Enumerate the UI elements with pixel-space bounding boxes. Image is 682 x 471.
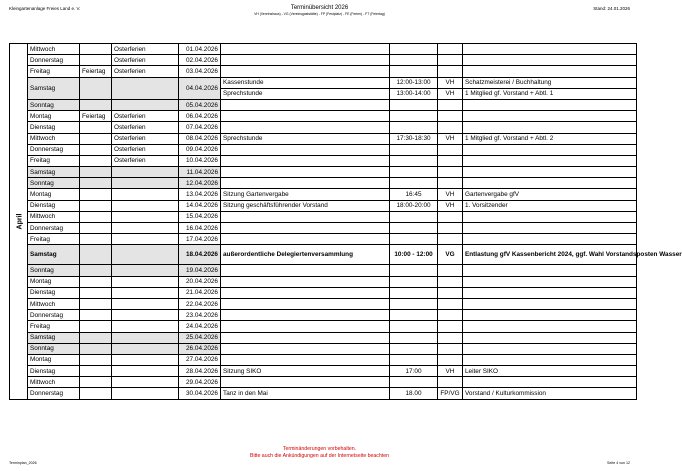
holiday-cell: Feiertag	[80, 111, 112, 122]
event-time-cell	[390, 354, 438, 365]
ferien-cell	[112, 321, 179, 332]
header-center	[0, 5, 639, 16]
event-title-cell	[221, 99, 390, 110]
event-title-cell	[221, 354, 390, 365]
date-cell: 26.04.2026	[179, 343, 221, 354]
weekday-cell: Mittwoch	[28, 44, 80, 55]
event-info-cell	[463, 343, 637, 354]
footer-line-2: Bitte auch die Ankündigungen auf der Internetseite beachten	[249, 453, 389, 459]
event-time-cell	[390, 321, 438, 332]
event-title-cell	[221, 44, 390, 55]
table-row	[10, 223, 637, 234]
holiday-cell	[80, 377, 112, 388]
event-place-cell	[438, 99, 463, 110]
event-info-cell: 1. Vorsitzender	[463, 200, 637, 211]
weekday-cell: Sonntag	[28, 178, 80, 189]
event-time-cell	[390, 178, 438, 189]
table-row	[10, 44, 637, 55]
event-place-cell	[438, 111, 463, 122]
holiday-cell	[80, 354, 112, 365]
event-info-cell: Entlastung gfV Kassenbericht 2024, ggf. Wahl Vorstandsposten Wasser	[463, 245, 637, 265]
event-title-cell	[221, 298, 390, 309]
event-info-cell: 1 Mitglied gf. Vorstand + Abtl. 2	[463, 133, 637, 144]
event-time-cell	[390, 155, 438, 166]
event-title-cell	[221, 332, 390, 343]
weekday-cell: Samstag	[28, 77, 80, 99]
date-cell: 03.04.2026	[179, 66, 221, 77]
holiday-cell	[80, 55, 112, 66]
ferien-cell	[112, 265, 179, 276]
weekday-cell: Dienstag	[28, 122, 80, 133]
holiday-cell	[80, 343, 112, 354]
event-title-cell	[221, 167, 390, 178]
event-time-cell	[390, 276, 438, 287]
event-place-cell	[438, 298, 463, 309]
ferien-cell	[112, 167, 179, 178]
event-time-cell	[390, 343, 438, 354]
event-place-cell	[438, 234, 463, 245]
event-place-cell: VH	[438, 88, 463, 99]
date-cell: 19.04.2026	[179, 265, 221, 276]
table-row	[10, 211, 637, 222]
event-title-cell	[221, 111, 390, 122]
weekday-cell: Montag	[28, 354, 80, 365]
weekday-cell: Donnerstag	[28, 55, 80, 66]
weekday-cell: Donnerstag	[28, 310, 80, 321]
ferien-cell	[112, 276, 179, 287]
table-row	[10, 178, 637, 189]
event-info-cell	[463, 287, 637, 298]
holiday-cell	[80, 287, 112, 298]
ferien-cell	[112, 310, 179, 321]
event-time-cell	[390, 144, 438, 155]
event-time-cell	[390, 265, 438, 276]
holiday-cell	[80, 211, 112, 222]
event-time-cell: 13:00-14:00	[390, 88, 438, 99]
table-row	[10, 66, 637, 77]
event-time-cell	[390, 211, 438, 222]
ferien-cell: Osterferien	[112, 111, 179, 122]
table-row	[10, 133, 637, 144]
event-time-cell	[390, 99, 438, 110]
ferien-cell: Osterferien	[112, 122, 179, 133]
weekday-cell: Sonntag	[28, 99, 80, 110]
date-cell: 18.04.2026	[179, 245, 221, 265]
table-row	[10, 310, 637, 321]
date-cell: 07.04.2026	[179, 122, 221, 133]
event-place-cell	[438, 310, 463, 321]
ferien-cell	[112, 366, 179, 377]
date-cell: 24.04.2026	[179, 321, 221, 332]
event-info-cell	[463, 144, 637, 155]
event-title-cell	[221, 287, 390, 298]
event-info-cell	[463, 66, 637, 77]
ferien-cell: Osterferien	[112, 133, 179, 144]
ferien-cell	[112, 189, 179, 200]
holiday-cell	[80, 189, 112, 200]
event-place-cell	[438, 321, 463, 332]
ferien-cell	[112, 77, 179, 99]
event-place-cell	[438, 265, 463, 276]
ferien-cell	[112, 200, 179, 211]
table-row	[10, 343, 637, 354]
weekday-cell: Samstag	[28, 167, 80, 178]
ferien-cell: Osterferien	[112, 155, 179, 166]
holiday-cell	[80, 366, 112, 377]
event-time-cell	[390, 55, 438, 66]
event-time-cell: 10:00 - 12:00	[390, 245, 438, 265]
date-cell: 25.04.2026	[179, 332, 221, 343]
event-title-cell: Sitzung SIKO	[221, 366, 390, 377]
event-time-cell	[390, 298, 438, 309]
event-time-cell: 12:00-13:00	[390, 77, 438, 88]
event-title-cell	[221, 377, 390, 388]
event-title-cell	[221, 321, 390, 332]
event-info-cell	[463, 377, 637, 388]
event-info-cell	[463, 155, 637, 166]
event-info-cell	[463, 332, 637, 343]
ferien-cell: Osterferien	[112, 44, 179, 55]
date-cell: 30.04.2026	[179, 388, 221, 399]
event-info-cell	[463, 298, 637, 309]
date-cell: 11.04.2026	[179, 167, 221, 178]
event-time-cell: 18:00-20:00	[390, 200, 438, 211]
event-info-cell: Schatzmeisterei / Buchhaltung	[463, 77, 637, 88]
holiday-cell	[80, 77, 112, 99]
event-place-cell	[438, 354, 463, 365]
date-cell: 15.04.2026	[179, 211, 221, 222]
event-info-cell: Gartenvergabe gfV	[463, 189, 637, 200]
event-place-cell	[438, 66, 463, 77]
event-time-cell	[390, 66, 438, 77]
weekday-cell: Samstag	[28, 245, 80, 265]
table-row	[10, 144, 637, 155]
ferien-cell	[112, 211, 179, 222]
event-info-cell	[463, 111, 637, 122]
ferien-cell	[112, 298, 179, 309]
date-cell: 10.04.2026	[179, 155, 221, 166]
table-row	[10, 287, 637, 298]
date-cell: 21.04.2026	[179, 287, 221, 298]
weekday-cell: Freitag	[28, 321, 80, 332]
ferien-cell	[112, 332, 179, 343]
holiday-cell	[80, 388, 112, 399]
event-place-cell: VH	[438, 77, 463, 88]
event-title-cell	[221, 66, 390, 77]
schedule-table	[9, 43, 682, 400]
weekday-cell: Dienstag	[28, 287, 80, 298]
event-place-cell	[438, 44, 463, 55]
ferien-cell: Osterferien	[112, 66, 179, 77]
date-cell: 09.04.2026	[179, 144, 221, 155]
event-info-cell	[463, 276, 637, 287]
ferien-cell	[112, 354, 179, 365]
event-info-cell: 1 Mitglied gf. Vorstand + Abtl. 1	[463, 88, 637, 99]
event-place-cell: FP/VG	[438, 388, 463, 399]
event-time-cell	[390, 122, 438, 133]
event-title-cell	[221, 343, 390, 354]
event-info-cell	[463, 223, 637, 234]
event-info-cell	[463, 167, 637, 178]
holiday-cell	[80, 223, 112, 234]
holiday-cell	[80, 310, 112, 321]
ferien-cell: Osterferien	[112, 55, 179, 66]
date-cell: 29.04.2026	[179, 377, 221, 388]
event-title-cell	[221, 122, 390, 133]
ferien-cell	[112, 388, 179, 399]
date-cell: 13.04.2026	[179, 189, 221, 200]
event-time-cell	[390, 111, 438, 122]
event-info-cell	[463, 122, 637, 133]
event-place-cell	[438, 144, 463, 155]
event-title-cell: Sprechstunde	[221, 88, 390, 99]
event-place-cell	[438, 223, 463, 234]
event-place-cell: VH	[438, 200, 463, 211]
date-cell: 20.04.2026	[179, 276, 221, 287]
table-row	[10, 366, 637, 377]
event-title-cell	[221, 211, 390, 222]
holiday-cell	[80, 122, 112, 133]
event-time-cell: 17:30-18:30	[390, 133, 438, 144]
table-row	[10, 321, 637, 332]
event-title-cell	[221, 234, 390, 245]
event-title-cell	[221, 276, 390, 287]
footer-page-number: Seite 4 von 12	[607, 461, 630, 465]
weekday-cell: Montag	[28, 189, 80, 200]
event-time-cell	[390, 223, 438, 234]
header-club-name: Kleingartenanlage Freies Land e. V.	[9, 6, 81, 11]
holiday-cell	[80, 167, 112, 178]
event-title-cell	[221, 55, 390, 66]
event-info-cell: Leiter SIKO	[463, 366, 637, 377]
table-row	[10, 77, 637, 88]
event-place-cell	[438, 211, 463, 222]
event-info-cell	[463, 55, 637, 66]
weekday-cell: Donnerstag	[28, 223, 80, 234]
weekday-cell: Mittwoch	[28, 133, 80, 144]
footer-line-1: Terminänderungen vorbehalten.	[282, 446, 357, 452]
header-date: Stand: 24.01.2026	[593, 6, 630, 11]
event-place-cell	[438, 178, 463, 189]
event-title-cell: Sitzung Gartenvergabe	[221, 189, 390, 200]
event-time-cell: 18.00	[390, 388, 438, 399]
event-place-cell	[438, 332, 463, 343]
event-info-cell: Vorstand / Kulturkommission	[463, 388, 637, 399]
date-cell: 06.04.2026	[179, 111, 221, 122]
weekday-cell: Sonntag	[28, 265, 80, 276]
table-row	[10, 388, 637, 399]
table-row	[10, 122, 637, 133]
weekday-cell: Mittwoch	[28, 298, 80, 309]
event-title-cell	[221, 178, 390, 189]
event-title-cell	[221, 223, 390, 234]
event-info-cell	[463, 211, 637, 222]
weekday-cell: Mittwoch	[28, 211, 80, 222]
event-title-cell: Kassenstunde	[221, 77, 390, 88]
date-cell: 12.04.2026	[179, 178, 221, 189]
event-place-cell	[438, 122, 463, 133]
weekday-cell: Donnerstag	[28, 144, 80, 155]
weekday-cell: Donnerstag	[28, 388, 80, 399]
holiday-cell	[80, 155, 112, 166]
event-place-cell: VH	[438, 133, 463, 144]
date-cell: 23.04.2026	[179, 310, 221, 321]
event-place-cell: VH	[438, 189, 463, 200]
event-info-cell	[463, 44, 637, 55]
event-title-cell	[221, 155, 390, 166]
event-time-cell: 16:45	[390, 189, 438, 200]
holiday-cell: Feiertag	[80, 66, 112, 77]
month-label: April	[16, 213, 24, 230]
event-info-cell	[463, 99, 637, 110]
weekday-cell: Mittwoch	[28, 377, 80, 388]
event-time-cell	[390, 44, 438, 55]
ferien-cell	[112, 223, 179, 234]
month-cell	[10, 44, 28, 400]
table-row	[10, 332, 637, 343]
page-title: Terminübersicht 2026	[290, 5, 349, 11]
event-place-cell	[438, 155, 463, 166]
event-place-cell	[438, 276, 463, 287]
date-cell: 08.04.2026	[179, 133, 221, 144]
event-title-cell	[221, 144, 390, 155]
event-place-cell: VH	[438, 366, 463, 377]
ferien-cell: Osterferien	[112, 144, 179, 155]
table-row	[10, 200, 637, 211]
weekday-cell: Freitag	[28, 155, 80, 166]
event-time-cell	[390, 310, 438, 321]
event-info-cell	[463, 234, 637, 245]
weekday-cell: Sonntag	[28, 343, 80, 354]
event-place-cell	[438, 287, 463, 298]
ferien-cell	[112, 234, 179, 245]
weekday-cell: Dienstag	[28, 366, 80, 377]
table-row	[10, 155, 637, 166]
event-time-cell	[390, 332, 438, 343]
holiday-cell	[80, 321, 112, 332]
holiday-cell	[80, 133, 112, 144]
date-cell: 05.04.2026	[179, 99, 221, 110]
page-legend: VH (Vereinshaus) - VG (Vereinsgaststätte) - FP (Festplatz) - FE (Ferien) - FT (Feiertag)	[254, 12, 385, 16]
holiday-cell	[80, 298, 112, 309]
date-cell: 22.04.2026	[179, 298, 221, 309]
weekday-cell: Samstag	[28, 332, 80, 343]
ferien-cell	[112, 377, 179, 388]
footer-filename: Terminplan_2026	[9, 461, 37, 465]
holiday-cell	[80, 234, 112, 245]
event-place-cell	[438, 55, 463, 66]
weekday-cell: Montag	[28, 111, 80, 122]
event-info-cell	[463, 310, 637, 321]
weekday-cell: Montag	[28, 276, 80, 287]
weekday-cell: Freitag	[28, 234, 80, 245]
table-row	[10, 111, 637, 122]
holiday-cell	[80, 245, 112, 265]
event-place-cell: VG	[438, 245, 463, 265]
table-row	[10, 55, 637, 66]
event-title-cell	[221, 265, 390, 276]
event-info-cell	[463, 265, 637, 276]
footer-notice	[0, 446, 639, 460]
holiday-cell	[80, 332, 112, 343]
holiday-cell	[80, 200, 112, 211]
event-info-cell	[463, 178, 637, 189]
date-cell: 14.04.2026	[179, 200, 221, 211]
table-row	[10, 265, 637, 276]
weekday-cell: Freitag	[28, 66, 80, 77]
holiday-cell	[80, 178, 112, 189]
event-time-cell: 17:00	[390, 366, 438, 377]
holiday-cell	[80, 99, 112, 110]
table-row	[10, 167, 637, 178]
table-row	[10, 298, 637, 309]
holiday-cell	[80, 44, 112, 55]
event-title-cell: Sprechstunde	[221, 133, 390, 144]
event-time-cell	[390, 234, 438, 245]
table-row	[10, 276, 637, 287]
date-cell: 27.04.2026	[179, 354, 221, 365]
holiday-cell	[80, 276, 112, 287]
ferien-cell	[112, 178, 179, 189]
event-time-cell	[390, 287, 438, 298]
date-cell: 17.04.2026	[179, 234, 221, 245]
event-time-cell	[390, 377, 438, 388]
table-row	[10, 234, 637, 245]
event-place-cell	[438, 167, 463, 178]
table-row	[10, 99, 637, 110]
event-info-cell	[463, 354, 637, 365]
ferien-cell	[112, 245, 179, 265]
table-row	[10, 377, 637, 388]
event-title-cell: Sitzung geschäftsführender Vorstand	[221, 200, 390, 211]
holiday-cell	[80, 265, 112, 276]
event-place-cell	[438, 377, 463, 388]
table-row	[10, 189, 637, 200]
table-row	[10, 354, 637, 365]
date-cell: 01.04.2026	[179, 44, 221, 55]
event-time-cell	[390, 167, 438, 178]
holiday-cell	[80, 144, 112, 155]
date-cell: 16.04.2026	[179, 223, 221, 234]
weekday-cell: Dienstag	[28, 200, 80, 211]
date-cell: 28.04.2026	[179, 366, 221, 377]
event-info-cell	[463, 321, 637, 332]
event-title-cell: Tanz in den Mai	[221, 388, 390, 399]
ferien-cell	[112, 99, 179, 110]
event-title-cell: außerordentliche Delegiertenversammlung	[221, 245, 390, 265]
ferien-cell	[112, 287, 179, 298]
event-title-cell	[221, 310, 390, 321]
date-cell: 02.04.2026	[179, 55, 221, 66]
table-row	[10, 245, 637, 265]
ferien-cell	[112, 343, 179, 354]
event-place-cell	[438, 343, 463, 354]
date-cell: 04.04.2026	[179, 77, 221, 99]
